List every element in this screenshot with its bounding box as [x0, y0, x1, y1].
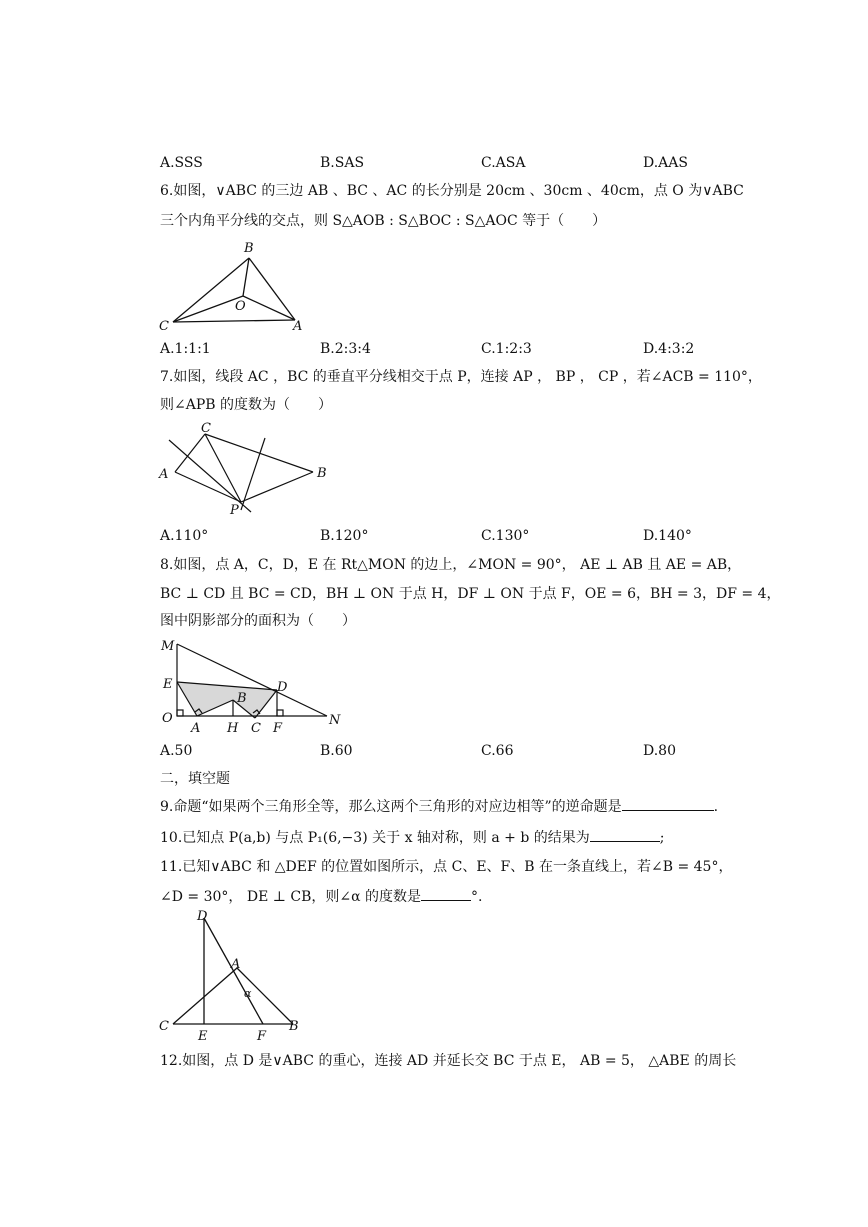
q8-label-h: H: [227, 721, 239, 736]
q11-figure: [155, 906, 315, 1046]
q11-label-b: B: [289, 1019, 299, 1034]
q11-label-d: D: [197, 909, 208, 924]
q12-text-line1: 12.如图，点 D 是∨ABC 的重心，连接 AD 并延长交 BC 于点 E， AB = 5， △ABE 的周长: [160, 1053, 737, 1069]
q8-right-angle-o: [177, 710, 183, 716]
q11-text-line1: 11.已知∨ABC 和 △DEF 的位置如图所示，点 C、E、F、B 在一条直线上，若∠B = 45°，: [160, 859, 733, 875]
q11-answer-blank: [421, 886, 471, 901]
q7-label-c: C: [201, 421, 211, 436]
q11-label-f: F: [257, 1029, 267, 1044]
q7-figure: [155, 420, 335, 520]
q8-label-a: A: [191, 721, 201, 736]
q8-option-d: D.80: [643, 743, 676, 759]
q5-option-d: D.AAS: [643, 155, 688, 171]
q8-label-n: N: [329, 713, 341, 728]
q8-option-c: C.66: [481, 743, 514, 759]
q8-right-angle-f: [277, 710, 283, 716]
q6-edge-ca: [173, 320, 295, 322]
q10-end: ;: [659, 830, 665, 846]
q6-segment-bo: [243, 258, 249, 296]
q6-label-o: O: [235, 299, 246, 314]
q8-figure: [155, 636, 355, 740]
q10-text: 10.已知点 P(a,b) 与点 P₁(6,−3) 关于 x 轴对称，则 a + b 的结果为: [160, 830, 590, 846]
q6-text-line1: 6.如图，∨ABC 的三边 AB 、BC 、AC 的长分别是 20cm 、30cm 、40cm，点 O 为∨ABC: [160, 183, 744, 199]
q6-option-c: C.1:2:3: [481, 341, 532, 357]
q7-segment-cb: [205, 434, 313, 472]
q8-label-e: E: [163, 677, 173, 692]
q7-label-a: A: [159, 467, 169, 482]
q7-label-b: B: [317, 466, 327, 481]
q8-text-line3: 图中阴影部分的面积为（ ）: [160, 613, 356, 629]
q8-label-f: F: [273, 721, 283, 736]
q11-label-a: A: [231, 957, 241, 972]
q6-figure: [155, 238, 315, 336]
q8-label-d: D: [277, 680, 288, 695]
q8-label-o: O: [162, 711, 173, 726]
q7-label-p: P: [230, 503, 239, 518]
q9-answer-blank: [622, 796, 714, 811]
q6-label-a: A: [293, 319, 303, 334]
q8-shaded-region: [177, 682, 277, 718]
q8-option-b: B.60: [320, 743, 353, 759]
q9-end: .: [713, 799, 719, 815]
q11-label-alpha: α: [244, 987, 252, 1000]
q6-text-line2: 三个内角平分线的交点，则 S△AOB : S△BOC : S△AOC 等于（ ）: [160, 213, 607, 229]
q9-text: 9.命题“如果两个三角形全等，那么这两个三角形的对应边相等”的逆命题是: [160, 799, 622, 815]
q7-option-a: A.110°: [160, 528, 209, 544]
q6-option-a: A.1:1:1: [160, 341, 211, 357]
q8-option-a: A.50: [160, 743, 193, 759]
q11-label-e: E: [198, 1029, 208, 1044]
q5-option-b: B.SAS: [320, 155, 365, 171]
q5-option-a: A.SSS: [160, 155, 203, 171]
q11-text-line2: ∠D = 30°， DE ⊥ CB，则∠α 的度数是: [160, 889, 421, 905]
q6-option-b: B.2:3:4: [320, 341, 371, 357]
q11-segment-ca: [173, 968, 237, 1024]
q7-option-d: D.140°: [643, 528, 692, 544]
q7-option-b: B.120°: [320, 528, 369, 544]
q7-bisector-bc: [241, 438, 265, 510]
q7-segment-ac: [175, 434, 205, 472]
q8-text-line2: BC ⊥ CD 且 BC = CD，BH ⊥ ON 于点 H，DF ⊥ ON 于点 F，OE = 6，BH = 3，DF = 4，: [160, 586, 781, 602]
q7-segment-ap: [175, 472, 241, 502]
q6-label-b: B: [244, 241, 254, 256]
q9-line: [160, 796, 718, 816]
q6-segment-ao: [243, 296, 295, 320]
q7-option-c: C.130°: [481, 528, 530, 544]
q6-label-c: C: [159, 319, 169, 334]
q7-text-line1: 7.如图，线段 AC ，BC 的垂直平分线相交于点 P，连接 AP ， BP ， CP ，若∠ACB = 110°，: [160, 369, 762, 385]
q11-line2: [160, 886, 482, 906]
q8-label-c: C: [251, 721, 261, 736]
q6-edge-ba: [249, 258, 295, 320]
q11-label-c: C: [159, 1019, 169, 1034]
section-title-fill-in: 二，填空题: [160, 771, 230, 787]
q10-answer-blank: [590, 827, 660, 842]
q6-segment-co: [173, 296, 243, 322]
q6-option-d: D.4:3:2: [643, 341, 695, 357]
q11-end: °.: [471, 889, 483, 905]
q8-text-line1: 8.如图，点 A，C，D，E 在 Rt△MON 的边上，∠MON = 90°， AE ⊥ AB 且 AE = AB，: [160, 557, 742, 573]
q5-option-c: C.ASA: [481, 155, 526, 171]
q7-bisector-ac: [169, 440, 251, 512]
q7-text-line2: 则∠APB 的度数为（ ）: [160, 397, 332, 413]
q8-label-m: M: [161, 639, 175, 654]
q8-label-b: B: [237, 691, 247, 706]
q10-line: [160, 827, 664, 847]
